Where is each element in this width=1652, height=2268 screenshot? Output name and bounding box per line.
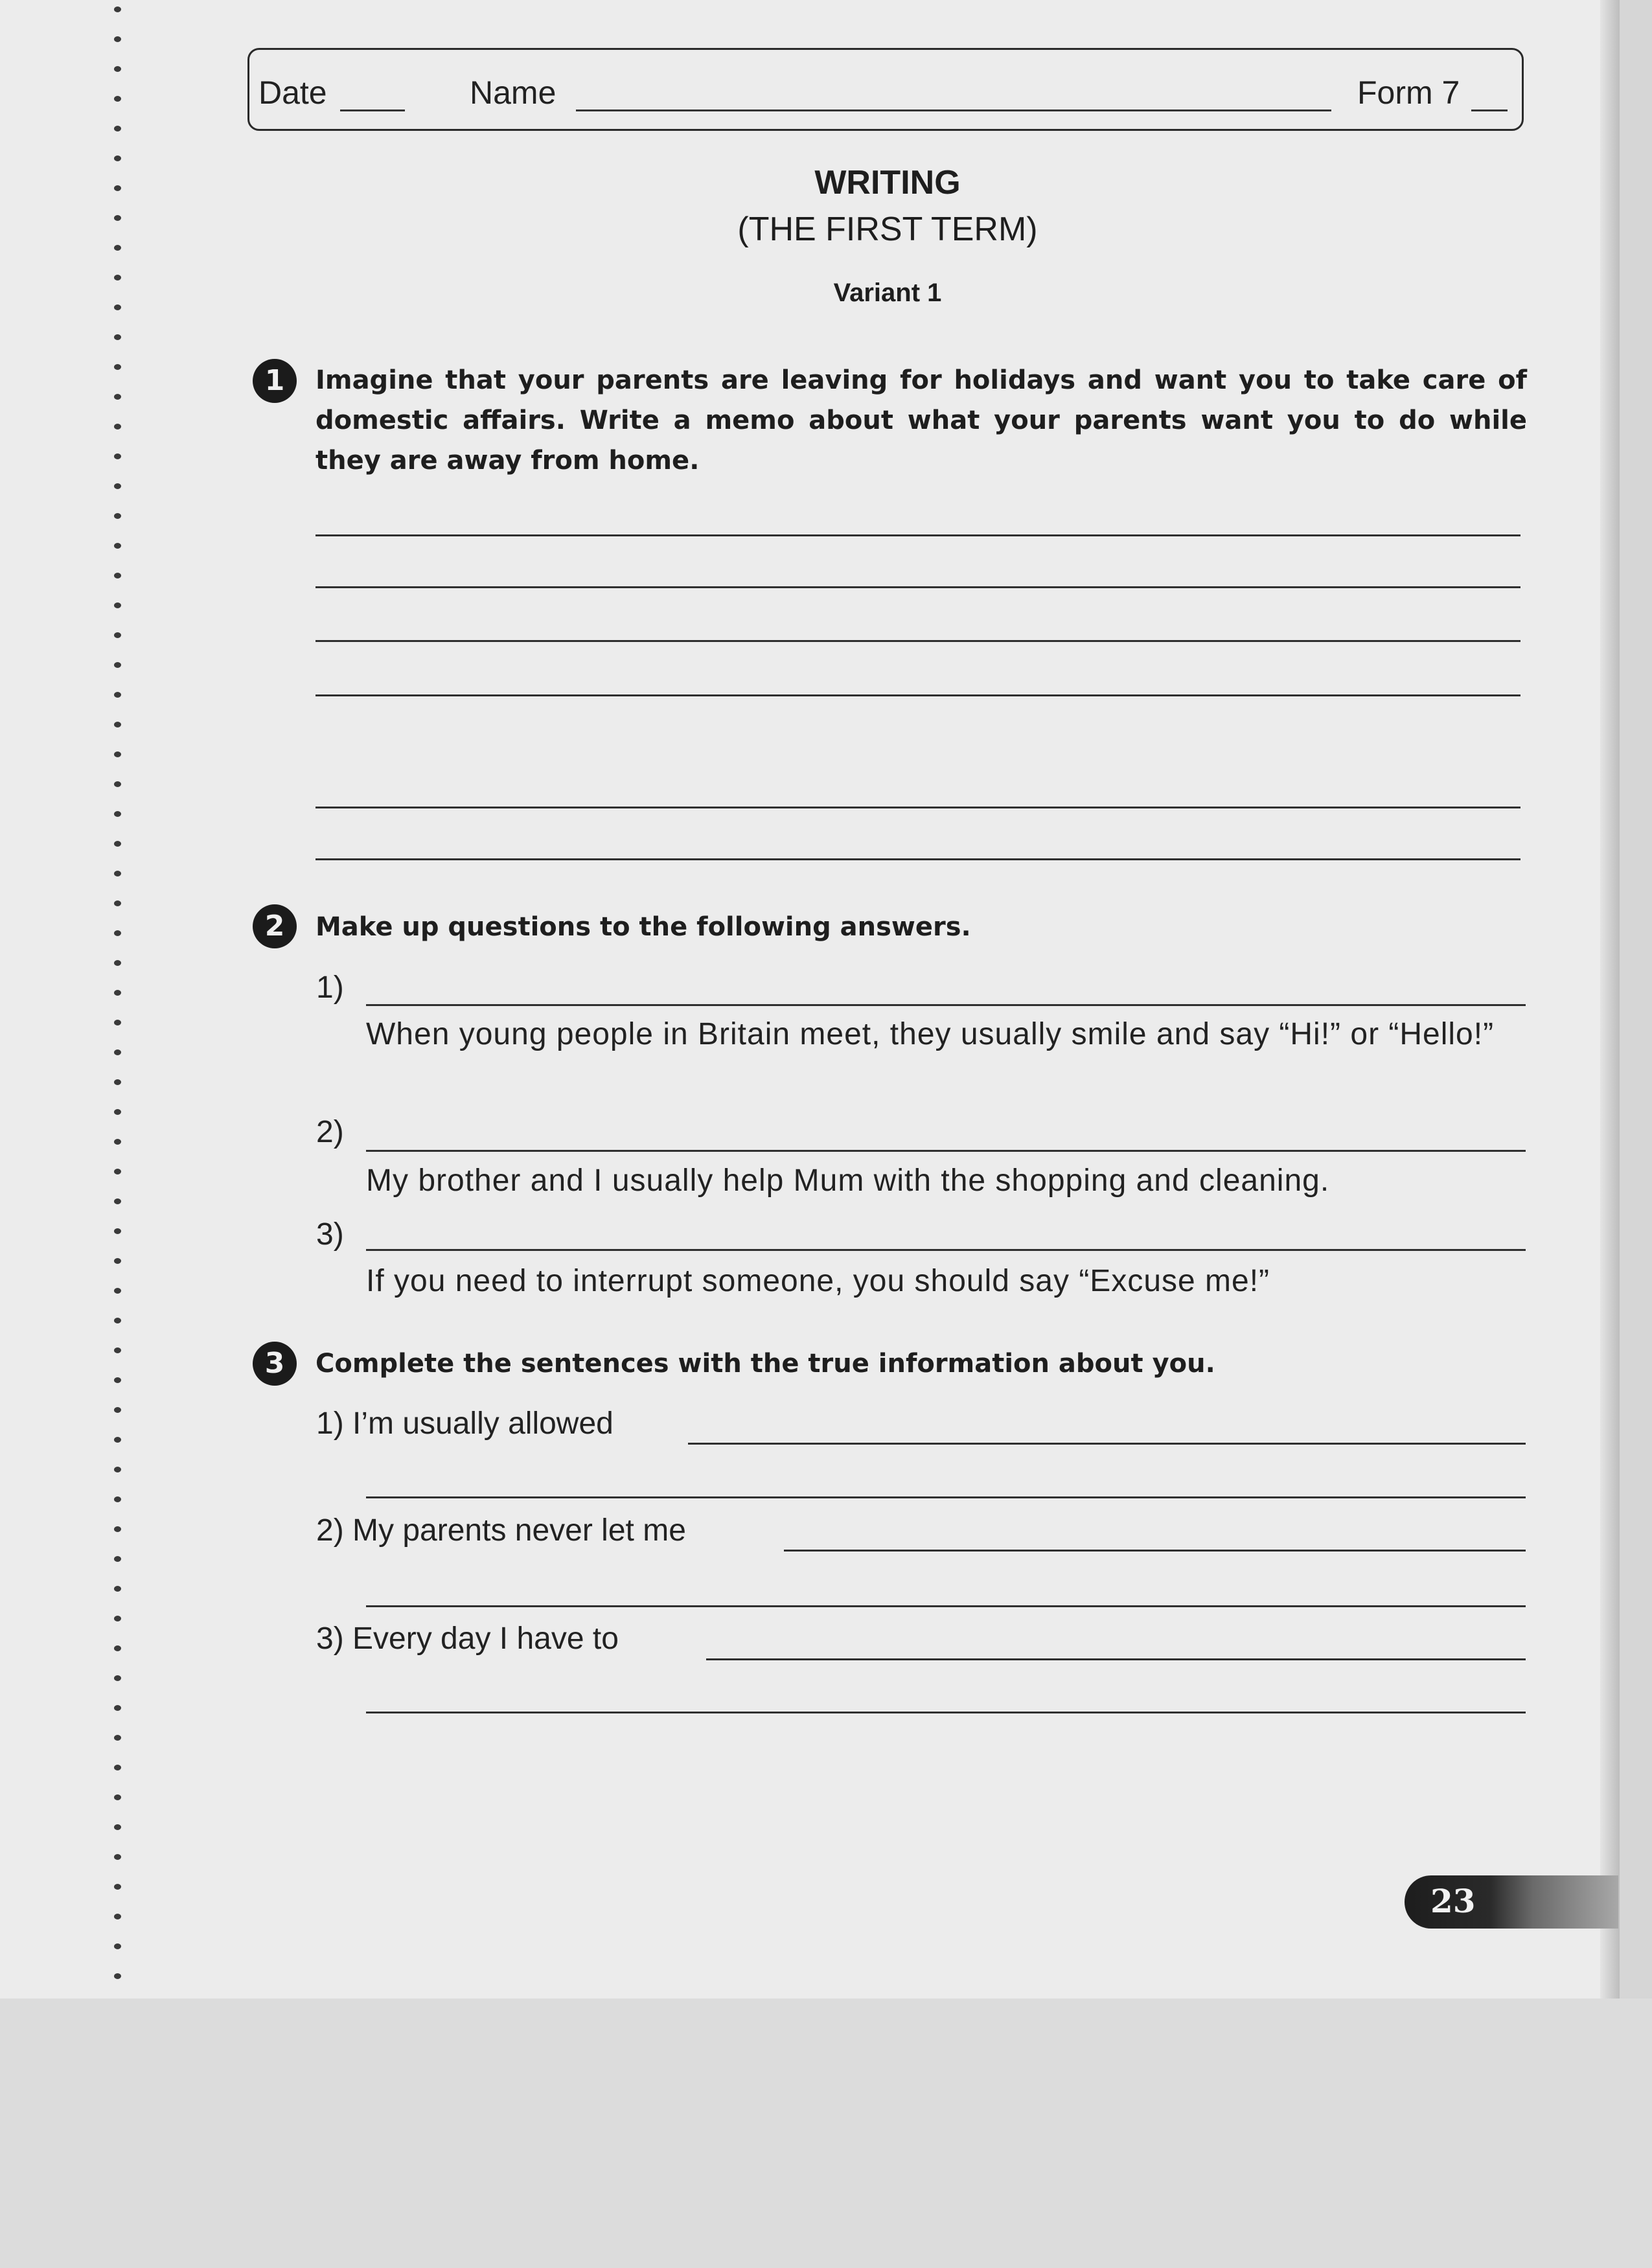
binding-hole (114, 960, 121, 966)
binding-hole (114, 602, 121, 608)
task-1-answer-line-6[interactable] (315, 858, 1520, 860)
binding-hole (114, 1556, 121, 1562)
binding-hole (114, 1645, 121, 1651)
header-box (247, 48, 1524, 131)
binding-hole (114, 483, 121, 489)
task-1-answer-line-1[interactable] (315, 534, 1520, 536)
answer-2-text: My brother and I usually help Mum with the shopping and cleaning. (366, 1163, 1330, 1198)
binding-hole (114, 1943, 121, 1949)
binding-hole (114, 66, 121, 72)
binding-hole (114, 394, 121, 400)
binding-hole (114, 1407, 121, 1413)
binding-hole (114, 1884, 121, 1890)
binding-hole (114, 1288, 121, 1294)
binding-hole (114, 692, 121, 698)
binding-hole (114, 1794, 121, 1800)
question-1-line[interactable] (366, 1004, 1526, 1006)
binding-hole (114, 126, 121, 132)
sentence-1-text: 1) I’m usually allowed (316, 1406, 614, 1441)
binding-hole (114, 1437, 121, 1443)
page-subtitle: (THE FIRST TERM) (737, 211, 1038, 248)
sentence-2-line[interactable] (784, 1550, 1526, 1552)
sentence-2-line-2[interactable] (366, 1605, 1526, 1607)
form-field-line[interactable] (1471, 109, 1508, 111)
name-field-line[interactable] (576, 109, 1331, 111)
binding-hole (114, 1496, 121, 1502)
task-3-instruction: Complete the sentences with the true information about you. (315, 1349, 1215, 1379)
page-number-tab (1405, 1875, 1618, 1929)
binding-hole (114, 543, 121, 549)
binding-hole (114, 36, 121, 42)
binding-hole (114, 1467, 121, 1472)
binding-hole (114, 781, 121, 787)
binding-hole (114, 453, 121, 459)
date-label: Date (258, 74, 327, 111)
binding-hole (114, 1198, 121, 1204)
binding-hole (114, 1139, 121, 1145)
question-3-number: 3) (316, 1217, 344, 1252)
binding-hole (114, 1586, 121, 1592)
binding-hole (114, 1169, 121, 1174)
binding-hole (114, 1854, 121, 1860)
name-label: Name (470, 74, 556, 111)
binding-hole (114, 573, 121, 578)
task-1-answer-line-4[interactable] (315, 694, 1520, 696)
answer-1-text: When young people in Britain meet, they usually smile and say “Hi!” or “Hello!” (366, 1017, 1495, 1051)
task-2-badge: 2 (253, 904, 297, 948)
binding-hole (114, 930, 121, 936)
question-3-line[interactable] (366, 1249, 1526, 1251)
variant-label: Variant 1 (833, 279, 942, 307)
binding-hole (114, 871, 121, 876)
page-number: 23 (1430, 1882, 1476, 1920)
binding-hole (114, 1765, 121, 1770)
sentence-2-text: 2) My parents never let me (316, 1513, 686, 1548)
question-2-line[interactable] (366, 1150, 1526, 1152)
answer-3-text: If you need to interrupt someone, you should say “Excuse me!” (366, 1264, 1270, 1298)
binding-hole (114, 96, 121, 102)
binding-hole (114, 1079, 121, 1085)
date-field-line[interactable] (340, 109, 405, 111)
binding-hole (114, 424, 121, 430)
task-3-badge: 3 (253, 1342, 297, 1386)
binding-hole (114, 1109, 121, 1115)
sentence-3-line[interactable] (706, 1658, 1526, 1660)
binding-hole (114, 1914, 121, 1919)
binding-hole (114, 811, 121, 817)
binding-hole (114, 1526, 121, 1532)
form-label: Form 7 (1357, 74, 1460, 111)
task-1-instruction: Imagine that your parents are leaving for holidays and want you to take care of domestic affairs. Write a memo about what your parents want you to do while they are away from home. (315, 365, 1527, 475)
binding-hole (114, 1824, 121, 1830)
sentence-1-line-2[interactable] (366, 1496, 1526, 1498)
binding-hole (114, 1049, 121, 1055)
binding-hole (114, 1735, 121, 1741)
binding-hole (114, 841, 121, 847)
sentence-1-line[interactable] (688, 1443, 1526, 1445)
binding-hole (114, 632, 121, 638)
binding-hole (114, 1228, 121, 1234)
binding-hole (114, 1318, 121, 1323)
binding-hole (114, 722, 121, 727)
binding-hole (114, 364, 121, 370)
binding-hole (114, 155, 121, 161)
binding-hole (114, 1616, 121, 1621)
binding-hole (114, 513, 121, 519)
sentence-3-line-2[interactable] (366, 1712, 1526, 1713)
binding-hole (114, 334, 121, 340)
task-1-answer-line-5[interactable] (315, 807, 1520, 808)
task-1-answer-line-2[interactable] (315, 586, 1520, 588)
binding-hole (114, 900, 121, 906)
binding-hole (114, 6, 121, 12)
binding-hole (114, 1347, 121, 1353)
task-1-answer-line-3[interactable] (315, 640, 1520, 642)
binding-hole (114, 1705, 121, 1711)
binding-hole (114, 1973, 121, 1979)
binding-hole (114, 990, 121, 996)
binding-hole (114, 1675, 121, 1681)
task-1-badge: 1 (253, 359, 297, 403)
page-title: WRITING (814, 164, 961, 201)
binding-hole (114, 1020, 121, 1025)
task-2-instruction: Make up questions to the following answers. (315, 912, 971, 942)
sentence-3-text: 3) Every day I have to (316, 1621, 619, 1656)
binding-hole (114, 1258, 121, 1264)
binding-hole (114, 751, 121, 757)
question-1-number: 1) (316, 970, 344, 1005)
binding-hole (114, 662, 121, 668)
scanner-background (0, 1999, 1652, 2268)
question-2-number: 2) (316, 1115, 344, 1149)
binding-hole (114, 1377, 121, 1383)
